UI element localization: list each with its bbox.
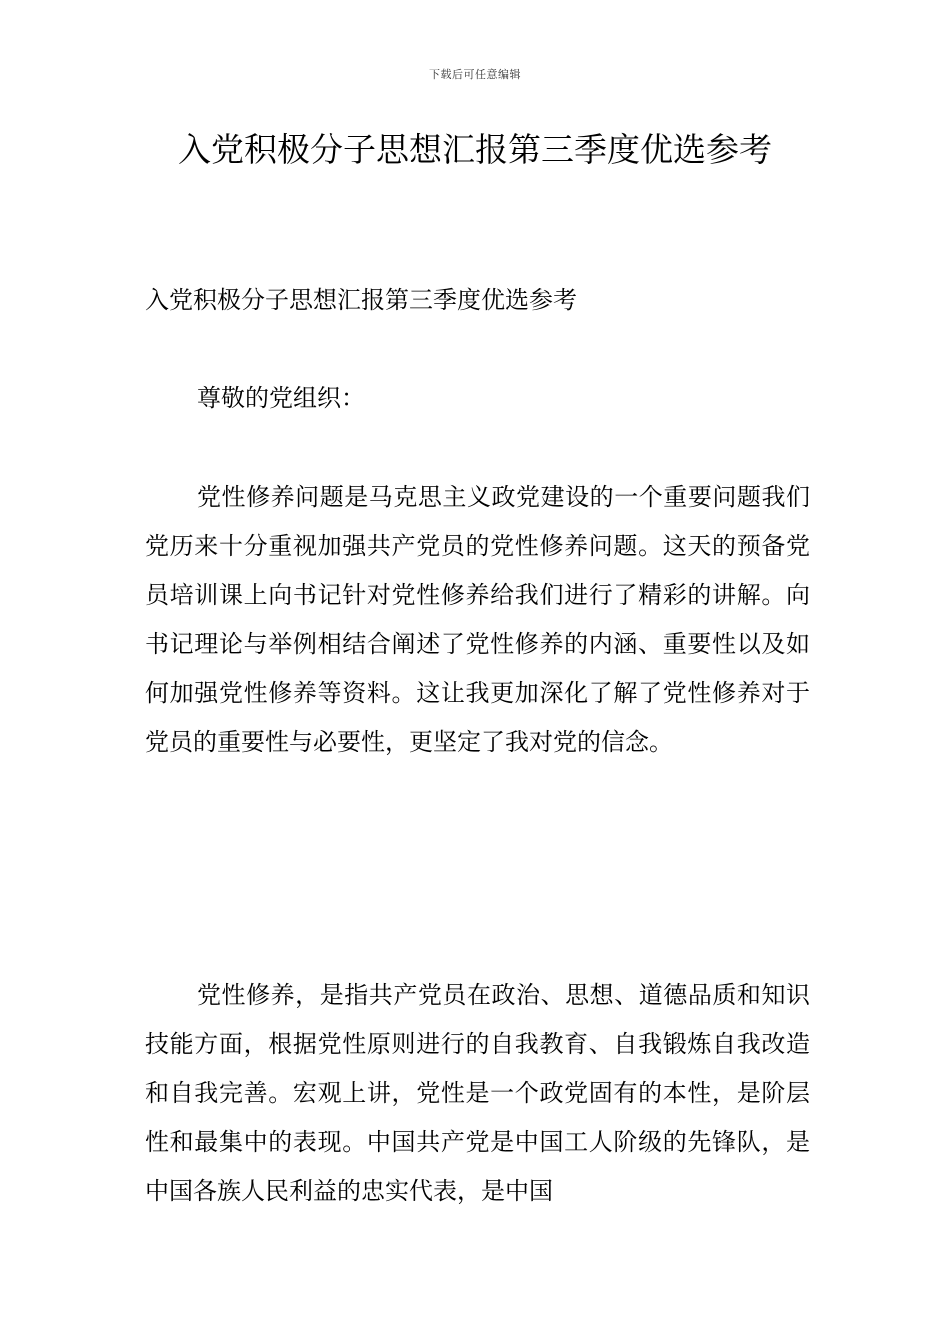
header-note: 下载后可任意编辑 [429, 68, 521, 81]
paragraph-2: 党性修养，是指共产党员在政治、思想、道德品质和知识技能方面，根据党性原则进行的自我教育、自我锻炼自我改造和自我完善。宏观上讲，党性是一个政党固有的本性，是阶层性和最集中的表现。中国共产党是中国工人阶级的先锋队，是中国各族人民利益的忠实代表，是中国 [145, 981, 810, 1205]
document-title: 入党积极分子思想汇报第三季度优选参考 [178, 130, 772, 169]
document-subtitle: 入党积极分子思想汇报第三季度优选参考 [145, 286, 577, 314]
paragraph-1: 党性修养问题是马克思主义政党建设的一个重要问题我们党历来十分重视加强共产党员的党性修养问题。这天的预备党员培训课上向书记针对党性修养给我们进行了精彩的讲解。向书记理论与举例相结合阐述了党性修养的内涵、重要性以及如何加强党性修养等资料。这让我更加深化了解了党性修养对于党员的重要性与必要性，更坚定了我对党的信念。 [145, 483, 810, 756]
greeting: 尊敬的党组织： [197, 384, 365, 412]
